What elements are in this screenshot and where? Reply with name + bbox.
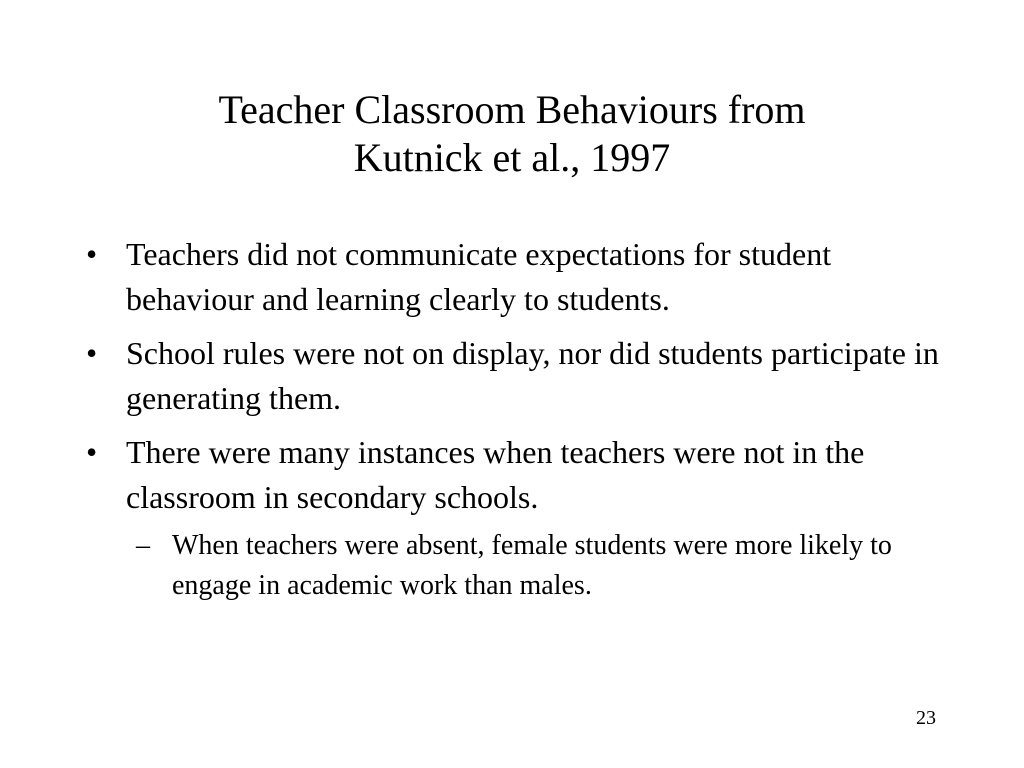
bullet-item-3 — [86, 430, 946, 606]
bullet-text: School rules were not on display, nor did students participate in generating them. — [126, 335, 939, 416]
bullet-list — [86, 232, 946, 615]
sub-bullet-marker: – — [136, 530, 150, 561]
slide-number: 23 — [916, 707, 936, 729]
bullet-item-2 — [86, 331, 946, 421]
sub-bullet-list — [126, 526, 946, 606]
bullet-marker: • — [86, 236, 98, 272]
slide-title — [0, 86, 1024, 182]
bullet-item-1 — [86, 232, 946, 322]
slide-title-line-1: Teacher Classroom Behaviours from — [218, 87, 806, 132]
sub-bullet-text: When teachers were absent, female students were more likely to engage in academic work than males. — [172, 530, 892, 601]
slide-title-line-2: Kutnick et al., 1997 — [353, 135, 671, 180]
sub-bullet-item-1 — [126, 526, 946, 606]
bullet-marker: • — [86, 434, 98, 470]
bullet-text: Teachers did not communicate expectations for student behaviour and learning clearly to students. — [126, 236, 832, 317]
bullet-text: There were many instances when teachers were not in the classroom in secondary schools. — [126, 434, 865, 515]
bullet-marker: • — [86, 335, 98, 371]
